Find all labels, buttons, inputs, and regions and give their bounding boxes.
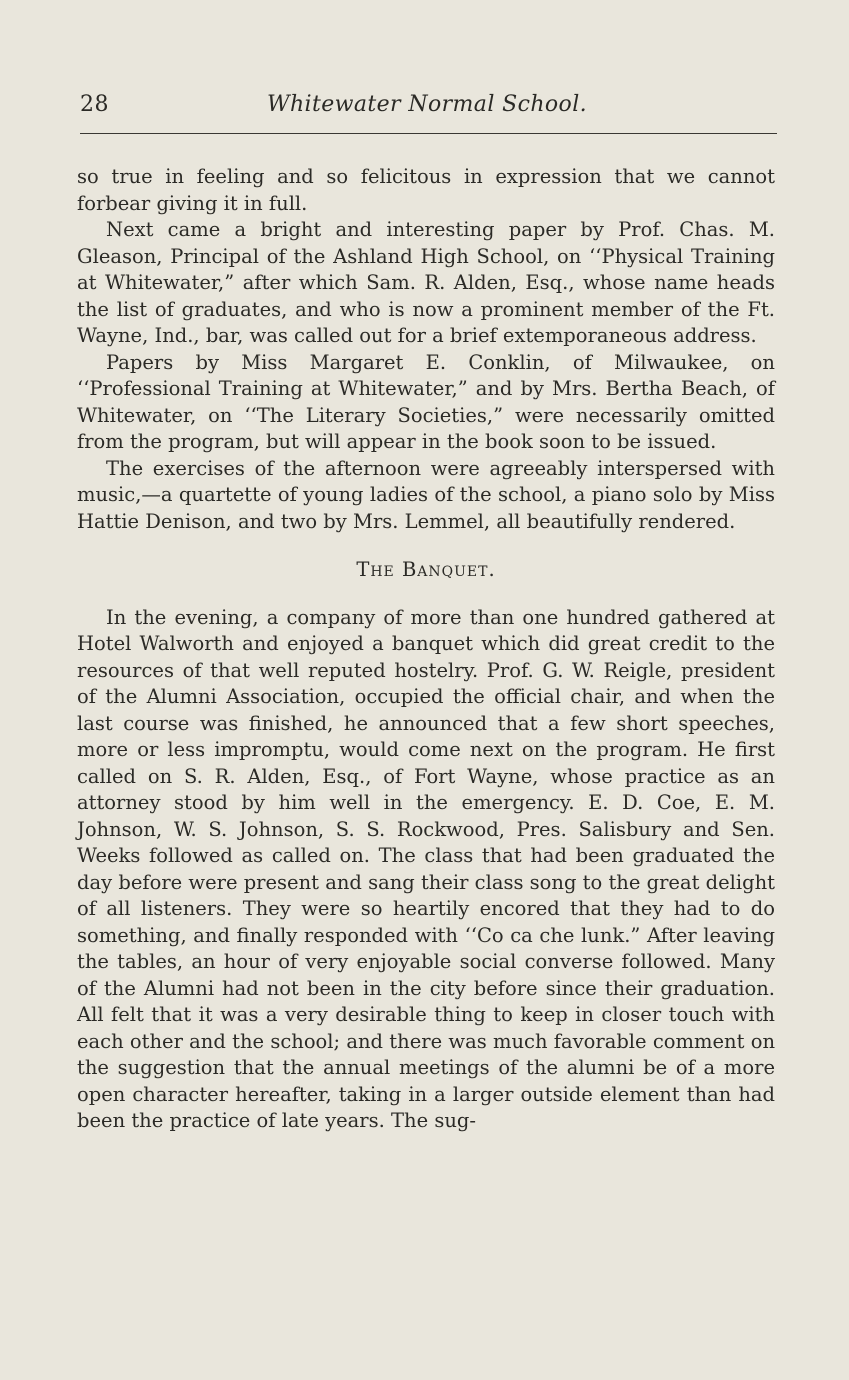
section-heading-banquet: The Banquet. <box>356 558 496 581</box>
header-rule <box>80 133 777 134</box>
page-number: 28 <box>80 92 109 117</box>
running-title: Whitewater Normal School. <box>266 92 588 117</box>
paragraph-gleason-paper: Next came a bright and interesting paper by Prof. Chas. M. Gleason, Principal of the Ashland High School, on ‘‘Physical Training at Whitewater,” after which Sam. R. Alden, Esq., whose name heads the list of graduates, and who is now a prominent member of the Ft. Wayne, Ind., bar, was called out for a brief extemporaneous address. <box>77 218 775 347</box>
paragraph-continuation: so true in feeling and so felicitous in expression that we cannot forbear giving it in full. <box>77 165 775 215</box>
paragraph-omitted-papers: Papers by Miss Margaret E. Conklin, of Milwaukee, on ‘‘Professional Training at Whitewater,” and by Mrs. Bertha Beach, of Whitewater, on ‘‘The Literary Societies,” were necessarily omitted from the program, but will appear in the book soon to be issued. <box>77 350 775 453</box>
paragraph-afternoon-music: The exercises of the afternoon were agreeably interspersed with music,—a quartette of young ladies of the school, a piano solo by Miss Hattie Denison, and two by Mrs. Lemmel, all beautifully rendered. <box>77 456 775 533</box>
paragraph-banquet: In the evening, a company of more than one hundred gathered at Hotel Walworth and enjoyed a banquet which did great credit to the resources of that well reputed hostelry. Prof. G. W. Reigle, president of the Alumni Association, occupied the official chair, and when the last course was finished, he announced that a few short speeches, more or less impromptu, would come next on the program. He first called on S. R. Alden, Esq., of Fort Wayne, whose practice as an attorney stood by him well in the emergency. E. D. Coe, E. M. Johnson, W. S. Johnson, S. S. Rockwood, Pres. Salisbury and Sen. Weeks followed as called on. The class that had been graduated the day before were present and sang their class song to the great delight of all listeners. They were so heartily encored that they had to do something, and finally responded with ‘‘Co ca che lunk.” After leaving the tables, an hour of very enjoyable social converse followed. Many of the Alumni had not been in the city before since their graduation. All felt that it was a very desirable thing to keep in closer touch with each other and the school; and there was much favorable comment on the suggestion that the annual meetings of the alumni be of a more open character hereafter, taking in a larger outside element than had been the practice of late years. The sug- <box>77 605 775 1132</box>
body-text <box>77 164 775 1135</box>
page-header <box>78 92 776 122</box>
